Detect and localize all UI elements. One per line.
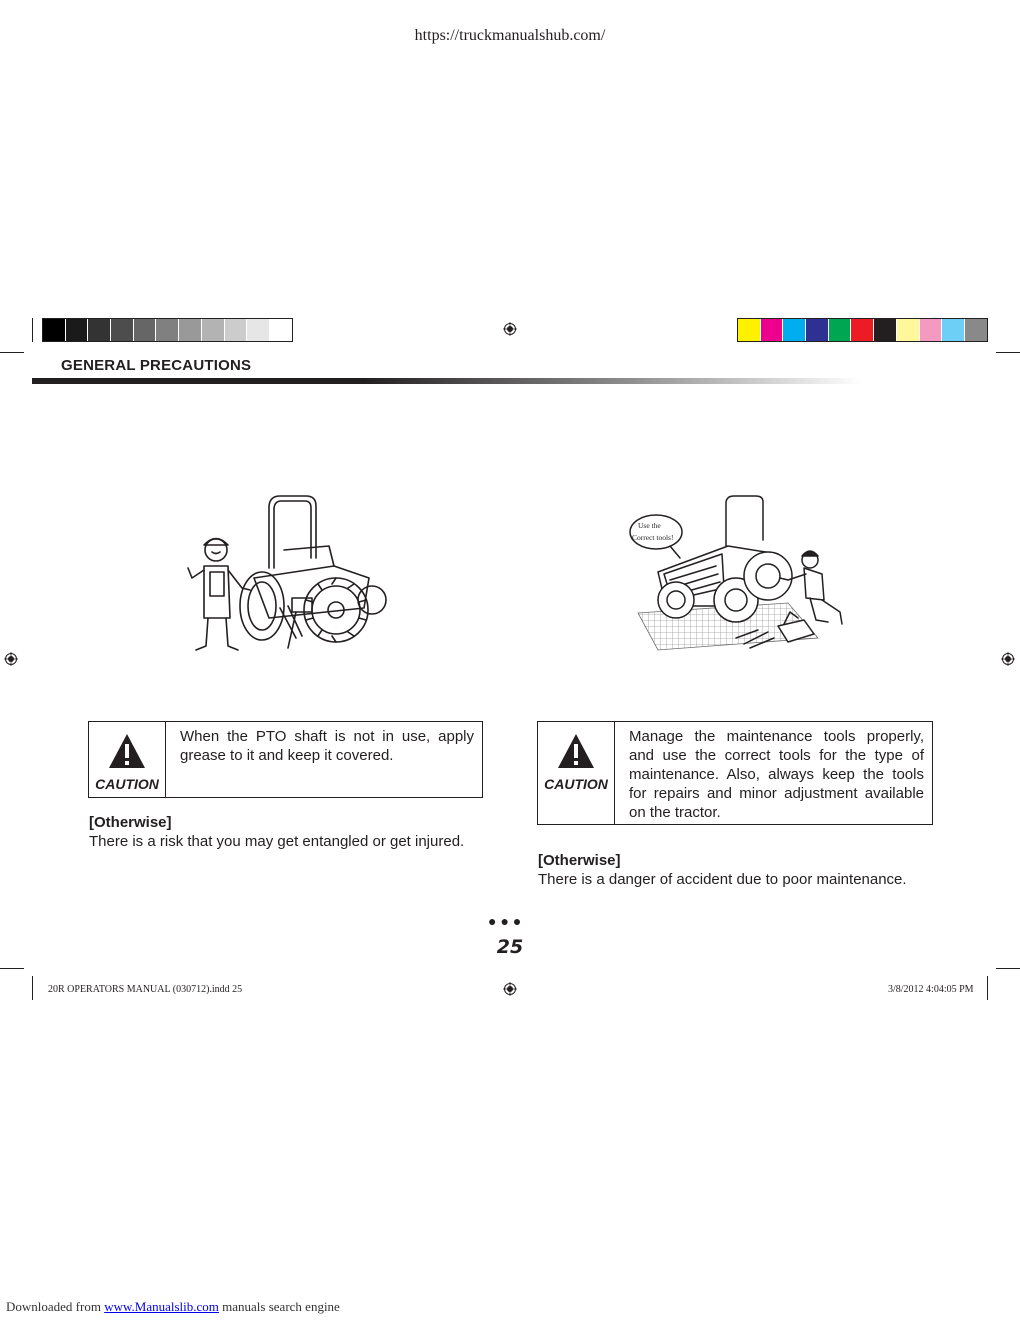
gray-swatch	[111, 319, 134, 341]
otherwise-heading: [Otherwise]	[89, 814, 172, 831]
gray-swatch	[179, 319, 202, 341]
registration-mark-icon	[1001, 652, 1015, 666]
caution-symbol-cell	[538, 722, 615, 824]
caution-text: When the PTO shaft is not in use, apply grease to it and keep it covered.	[180, 728, 474, 764]
footer-suffix: manuals search engine	[218, 1299, 340, 1314]
caution-box-maintenance	[537, 721, 933, 825]
file-slug: 20R OPERATORS MANUAL (030712).indd 25	[48, 984, 243, 995]
color-swatch	[897, 319, 920, 341]
caution-box-pto	[88, 721, 483, 798]
gray-swatch	[247, 319, 270, 341]
warning-triangle-icon	[107, 732, 147, 770]
bubble-text-line2: Correct tools!	[632, 533, 674, 542]
maintenance-tractor-illustration	[618, 488, 848, 658]
pto-shaft-tractor-illustration	[184, 488, 389, 658]
otherwise-heading: [Otherwise]	[538, 852, 621, 869]
crop-mark	[0, 352, 24, 353]
color-swatch	[783, 319, 806, 341]
footer-prefix: Downloaded from	[6, 1299, 105, 1314]
date-slug: 3/8/2012 4:04:05 PM	[888, 984, 974, 995]
download-footer	[6, 1299, 340, 1315]
color-swatch	[874, 319, 897, 341]
manualslib-link[interactable]: www.Manualslib.com	[104, 1299, 219, 1314]
otherwise-text: There is a risk that you may get entangled or get injured.	[89, 833, 465, 850]
crop-mark	[32, 318, 33, 342]
crop-mark	[996, 352, 1020, 353]
gray-swatch	[225, 319, 248, 341]
registration-mark-icon	[503, 982, 517, 996]
grayscale-color-bar	[42, 318, 293, 342]
gray-swatch	[43, 319, 66, 341]
gray-swatch	[88, 319, 111, 341]
bubble-text-line1: Use the	[638, 521, 661, 530]
color-swatch	[738, 319, 761, 341]
crop-mark	[0, 968, 24, 969]
color-swatch	[920, 319, 943, 341]
top-url: https://truckmanualshub.com/	[414, 27, 606, 44]
page-number: 25	[496, 936, 524, 958]
color-swatch	[965, 319, 987, 341]
registration-mark-icon	[4, 652, 18, 666]
gray-swatch	[134, 319, 157, 341]
caution-text: Manage the maintenance tools properly, and use the correct tools for the type of maintenance. Also, always keep the tools for repairs and minor adjustment available on the tractor.	[629, 728, 924, 821]
gray-swatch	[270, 319, 292, 341]
crop-mark	[987, 976, 988, 1000]
color-swatch	[806, 319, 829, 341]
otherwise-text: There is a danger of accident due to poor maintenance.	[538, 871, 907, 888]
gray-swatch	[66, 319, 89, 341]
crop-mark	[996, 968, 1020, 969]
caution-symbol-cell	[89, 722, 166, 797]
color-swatch	[851, 319, 874, 341]
registration-mark-icon	[503, 322, 517, 336]
gray-swatch	[156, 319, 179, 341]
caution-label: CAUTION	[95, 776, 159, 792]
page-dots: ●●●	[488, 913, 526, 929]
section-title: GENERAL PRECAUTIONS	[61, 357, 252, 374]
color-swatch	[829, 319, 852, 341]
color-swatch	[942, 319, 965, 341]
crop-mark	[32, 976, 33, 1000]
warning-triangle-icon	[556, 732, 596, 770]
caution-label: CAUTION	[544, 776, 608, 792]
section-title-rule	[32, 378, 862, 384]
color-swatch	[761, 319, 784, 341]
gray-swatch	[202, 319, 225, 341]
process-color-bar	[737, 318, 988, 342]
